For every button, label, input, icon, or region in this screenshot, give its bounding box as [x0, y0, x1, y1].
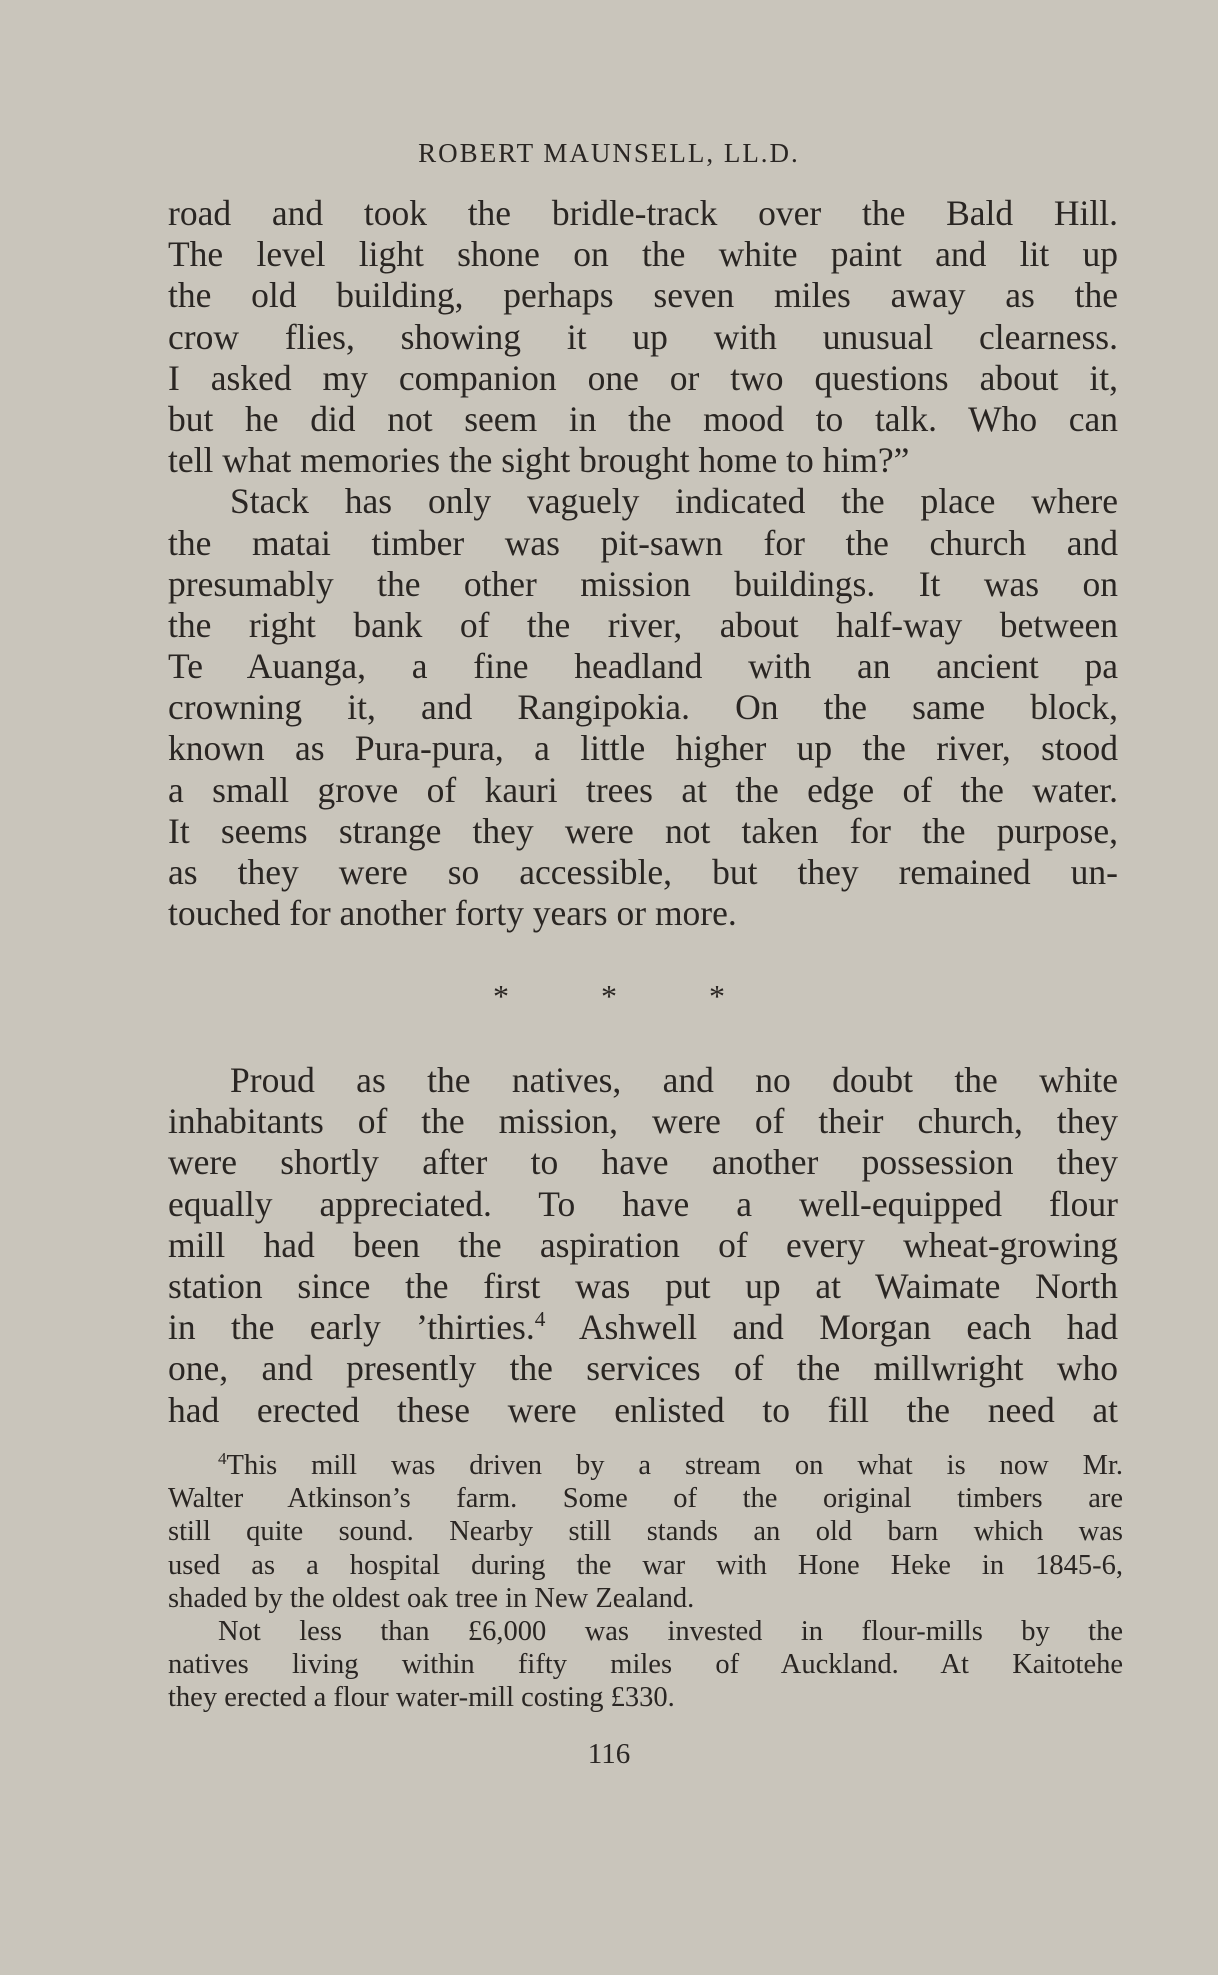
footnote-line [168, 1449, 1123, 1482]
footnote-line: still quite sound. Nearby still stands an old barn which was [168, 1516, 1123, 1548]
footnotes [168, 1449, 1123, 1715]
paragraph-line: It seems strange they were not taken for the purpose, [168, 810, 1118, 851]
paragraph-line: touched for another forty years or more. [168, 893, 737, 934]
paragraph-line: crow flies, showing it up with unusual clearness. [168, 316, 1118, 357]
paragraph-line: equally appreciated. To have a well-equipped flour [168, 1183, 1118, 1224]
separator-asterisk: * [709, 978, 725, 1014]
line-end: Ashwell and Morgan each had [578, 1307, 1118, 1348]
footnote-line: used as a hospital during the war with Hone Heke in 1845-6, [168, 1549, 1123, 1581]
footnote-line: they erected a flour water-mill costing £330. [168, 1682, 675, 1714]
paragraph-line: a small grove of kauri trees at the edge of the water. [168, 769, 1118, 810]
paragraph-line: I asked my companion one or two questions about it, [168, 357, 1118, 398]
paragraph-line: station since the first was put up at Waimate North [168, 1265, 1118, 1306]
page-number: 116 [587, 1738, 631, 1770]
paragraph-line: the old building, perhaps seven miles away as the [168, 275, 1118, 316]
paragraph-line: inhabitants of the mission, were of their church, they [168, 1101, 1118, 1142]
paragraph-line: tell what memories the sight brought home to him?” [168, 440, 910, 481]
footnote-line: natives living within fifty miles of Auckland. At Kaitotehe [168, 1649, 1123, 1681]
line-start: in the early ’thirties. [168, 1307, 535, 1348]
footnote-line: shaded by the oldest oak tree in New Zealand. [168, 1582, 695, 1614]
text-block-lower [168, 1060, 1118, 1431]
separator-asterisk: * [601, 978, 617, 1014]
footnote-reference: 4 [534, 1307, 546, 1332]
paragraph-line: Te Auanga, a fine headland with an ancient pa [168, 646, 1118, 687]
running-head: ROBERT MAUNSELL, LL.D. [418, 138, 800, 168]
paragraph-line: Proud as the natives, and no doubt the white [230, 1060, 1118, 1100]
paragraph-line: Stack has only vaguely indicated the place where [230, 481, 1118, 522]
paragraph-line: mill had been the aspiration of every wheat-growing [168, 1224, 1118, 1265]
footnote-marker: 4 [218, 1448, 227, 1468]
paragraph-line: The level light shone on the white paint and lit up [168, 234, 1118, 275]
paragraph-line: had erected these were enlisted to fill the need at [168, 1389, 1118, 1430]
paragraph-line: presumably the other mission buildings. It was on [168, 563, 1118, 604]
paragraph-line-with-footnote [168, 1307, 1118, 1348]
paragraph-line: but he did not seem in the mood to talk. Who can [168, 398, 1118, 439]
paragraph-line: the right bank of the river, about half-way between [168, 604, 1118, 645]
section-separator [0, 978, 1218, 1015]
footnote-line: Walter Atkinson’s farm. Some of the original timbers are [168, 1483, 1123, 1515]
paragraph-line: the matai timber was pit-sawn for the church and [168, 522, 1118, 563]
footnote-line: Not less than £6,000 was invested in flour-mills by the [218, 1615, 1123, 1647]
footnote-text: This mill was driven by a stream on what is now Mr. [226, 1450, 1123, 1481]
separator-asterisk: * [493, 978, 509, 1014]
paragraph-line: were shortly after to have another possession they [168, 1142, 1118, 1183]
paragraph-line: known as Pura-pura, a little higher up the river, stood [168, 728, 1118, 769]
paragraph-line: crowning it, and Rangipokia. On the same block, [168, 687, 1118, 728]
paragraph-line: road and took the bridle-track over the Bald Hill. [168, 193, 1118, 233]
text-block-upper [168, 193, 1118, 934]
paragraph-line: as they were so accessible, but they remained un- [168, 852, 1118, 892]
paragraph-line: one, and presently the services of the millwright who [168, 1348, 1118, 1389]
